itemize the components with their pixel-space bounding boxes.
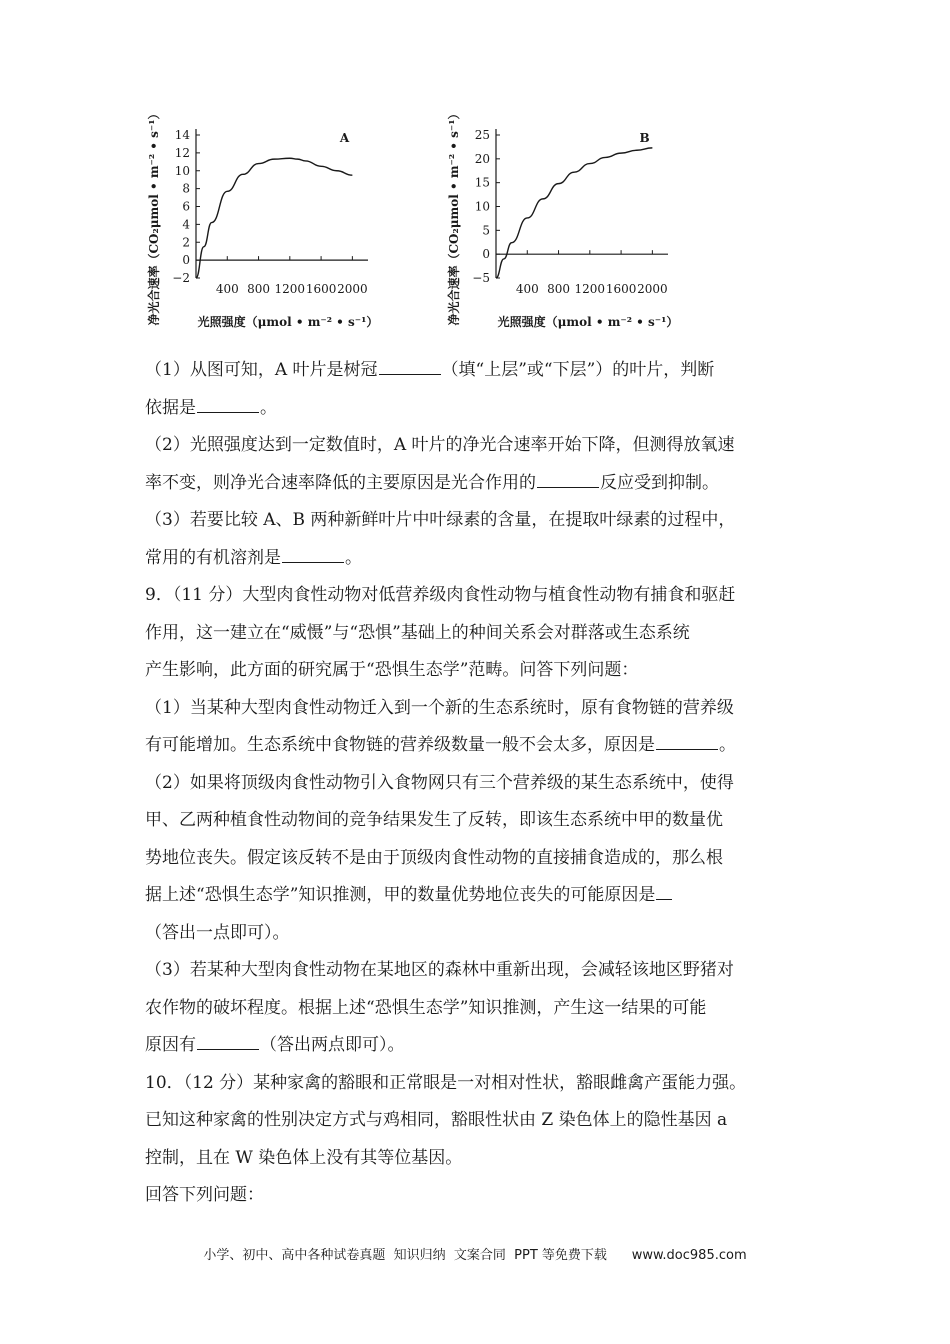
page-footer [0,1244,950,1263]
answer-blank[interactable] [656,881,672,900]
y-tick-label: 15 [474,175,490,190]
y-axis-label: 净光合速率（CO₂μmol • m⁻² • s⁻¹） [147,107,161,326]
y-tick-label: 0 [482,247,490,262]
q9-stem: 9．（11 分）大型肉食性动物对低营养级肉食性动物与植食性动物有捕食和驱赶 作用，这一建立在“威慑”与“恐惧”基础上的种间关系会对群落或生态系统 产生影响，此方面的研究属于“恐惧生态学”范畴。问答下列问题： [145,585,736,680]
footer-text: 小学、初中、高中各种试卷真题 知识归纳 文案合同 PPT 等免费下载 [203,1248,607,1263]
chart-b-svg [440,107,680,338]
chart-a [140,107,380,338]
q8-part2: （2）光照强度达到一定数值时，A 叶片的净光合速率开始下降，但测得放氧速 率不变，则净光合速率降低的主要原因是光合作用的 反应受到抑制。 [145,435,735,493]
y-tick-label: 6 [182,199,190,214]
y-tick-label: −5 [472,271,490,285]
q9-part1: （1）当某种大型肉食性动物迁入到一个新的生态系统时，原有食物链的营养级 有可能增加。生态系统中食物链的营养级数量一般不会太多，原因是 。 [145,697,736,755]
y-tick-label: 8 [182,181,190,196]
x-tick-label: 1200 [574,282,606,296]
x-tick-label: 2000 [637,282,668,296]
answer-blank[interactable] [379,356,441,375]
answer-blank[interactable] [656,731,718,750]
y-axis-label: 净光合速率（CO₂μmol • m⁻² • s⁻¹） [447,107,461,326]
x-tick-label: 1200 [274,282,306,296]
chart-title: B [639,131,650,145]
y-tick-label: 10 [174,163,190,178]
q8-part1: （1）从图可知，A 叶片是树冠 （填“上层”或“下层”）的叶片，判断 依据是 。 [145,352,817,427]
chart-a-svg [140,107,380,338]
y-tick-label: 5 [482,223,490,238]
x-axis-label: 光照强度（μmol • m⁻² • s⁻¹） [197,315,379,329]
footer-site[interactable]: www.doc985.com [631,1248,747,1263]
series-line-b [496,148,652,278]
q9-part2: （2）如果将顶级肉食性动物引入食物网只有三个营养级的某生态系统中，使得 甲、乙两种植食性动物间的竞争结果发生了反转，即该生态系统中甲的数量优 势地位丧失。假定该反转不是由于顶级肉食性动物的直接捕食造成的，那么根 据上述“恐惧生态学”知识推测，甲的数量优势地位丧失的可能原因是 （答出一点即可）。 [145,772,734,943]
q10-stem: 10．（12 分）某种家禽的豁眼和正常眼是一对相对性状，豁眼雌禽产蛋能力强。 已知这种家禽的性别决定方式与鸡相同，豁眼性状由 Z 染色体上的隐性基因 a 控制，且在 W 染色体上没有其等位基因。 回答下列问题： [145,1072,747,1205]
x-tick-label: 400 [215,282,239,296]
y-tick-label: 25 [474,128,490,142]
q8-part3: （3）若要比较 A、B 两种新鲜叶片中叶绿素的含量，在提取叶绿素的过程中， 常用的有机溶剂是 。 [145,510,736,568]
y-tick-label: 2 [182,235,190,250]
y-tick-label: 4 [182,217,190,232]
answer-blank[interactable] [537,469,599,488]
x-tick-label: 400 [515,282,539,296]
x-tick-label: 800 [547,282,570,296]
x-tick-label: 1600 [305,282,337,296]
chart-title: A [339,131,350,145]
q9-part3: （3）若某种大型肉食性动物在某地区的森林中重新出现，会减轻该地区野猪对 农作物的破坏程度。根据上述“恐惧生态学”知识推测，产生这一结果的可能 原因有 （答出两点即可）。 [145,960,734,1055]
y-tick-label: 0 [182,253,190,268]
x-tick-label: 1600 [605,282,637,296]
y-tick-label: 10 [474,199,490,214]
y-tick-label: 12 [174,145,190,160]
y-tick-label: 14 [174,128,190,142]
y-tick-label: 20 [474,151,490,166]
x-tick-label: 800 [247,282,270,296]
x-axis-label: 光照强度（μmol • m⁻² • s⁻¹） [497,315,679,329]
x-tick-label: 2000 [337,282,368,296]
question-text [145,352,817,1215]
answer-blank[interactable] [197,1031,259,1050]
y-tick-label: −2 [172,271,190,285]
answer-blank[interactable] [282,544,344,563]
answer-blank[interactable] [197,394,259,413]
chart-b [440,107,680,338]
